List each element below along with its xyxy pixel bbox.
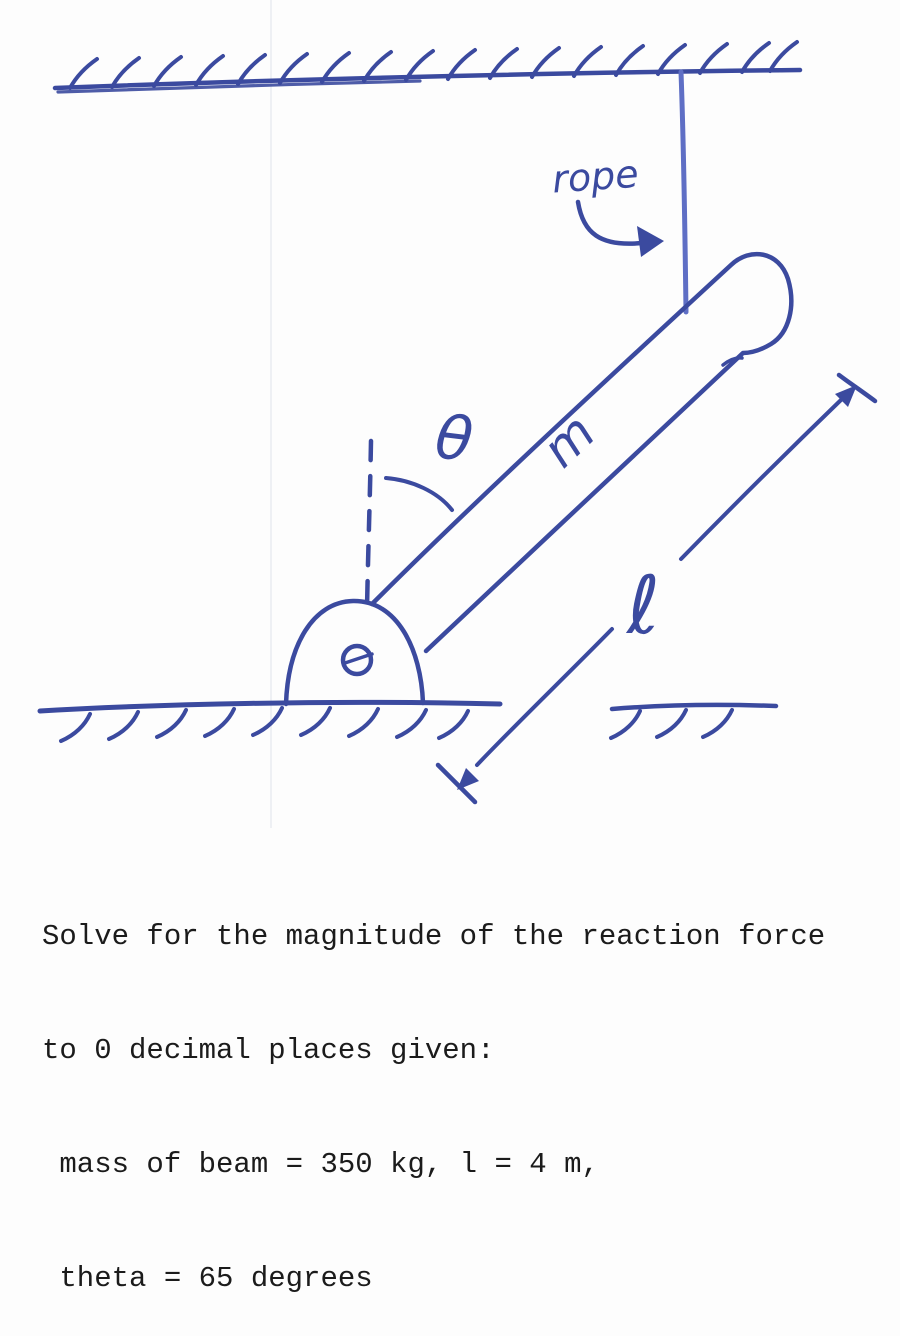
ground-right-line [612, 705, 776, 709]
problem-text-line: theta = 65 degrees [42, 1262, 373, 1295]
ground-right-hatching [611, 710, 732, 738]
rope-arrow [578, 202, 664, 257]
pivot-dome [286, 601, 423, 704]
ground-right [611, 705, 776, 738]
ground-left-hatching [61, 708, 468, 741]
length-dimension-lower-segment [477, 629, 612, 765]
vertical-reference-dashed-line [367, 441, 371, 609]
problem-text-line: mass of beam = 350 kg, l = 4 m, [42, 1148, 599, 1181]
length-dimension-upper-segment [681, 398, 843, 559]
ceiling-hatching [70, 42, 797, 88]
rope-line [681, 72, 686, 312]
theta-label: θ [431, 402, 477, 477]
rope-label: rope [550, 151, 640, 202]
problem-statement [42, 842, 882, 1336]
problem-text-line: Solve for the magnitude of the reaction force [42, 920, 826, 953]
rope-arrow-shaft [578, 202, 642, 244]
rope-arrowhead [637, 226, 664, 257]
ceiling [55, 42, 800, 92]
pivot-marker-slash [345, 654, 372, 663]
angle-arc [386, 478, 452, 510]
length-label: ℓ [627, 559, 661, 652]
ceiling-line [55, 70, 800, 88]
pivot-marker [343, 646, 372, 674]
problem-text-line: to 0 decimal places given: [42, 1034, 495, 1067]
mass-label: m [531, 403, 607, 479]
